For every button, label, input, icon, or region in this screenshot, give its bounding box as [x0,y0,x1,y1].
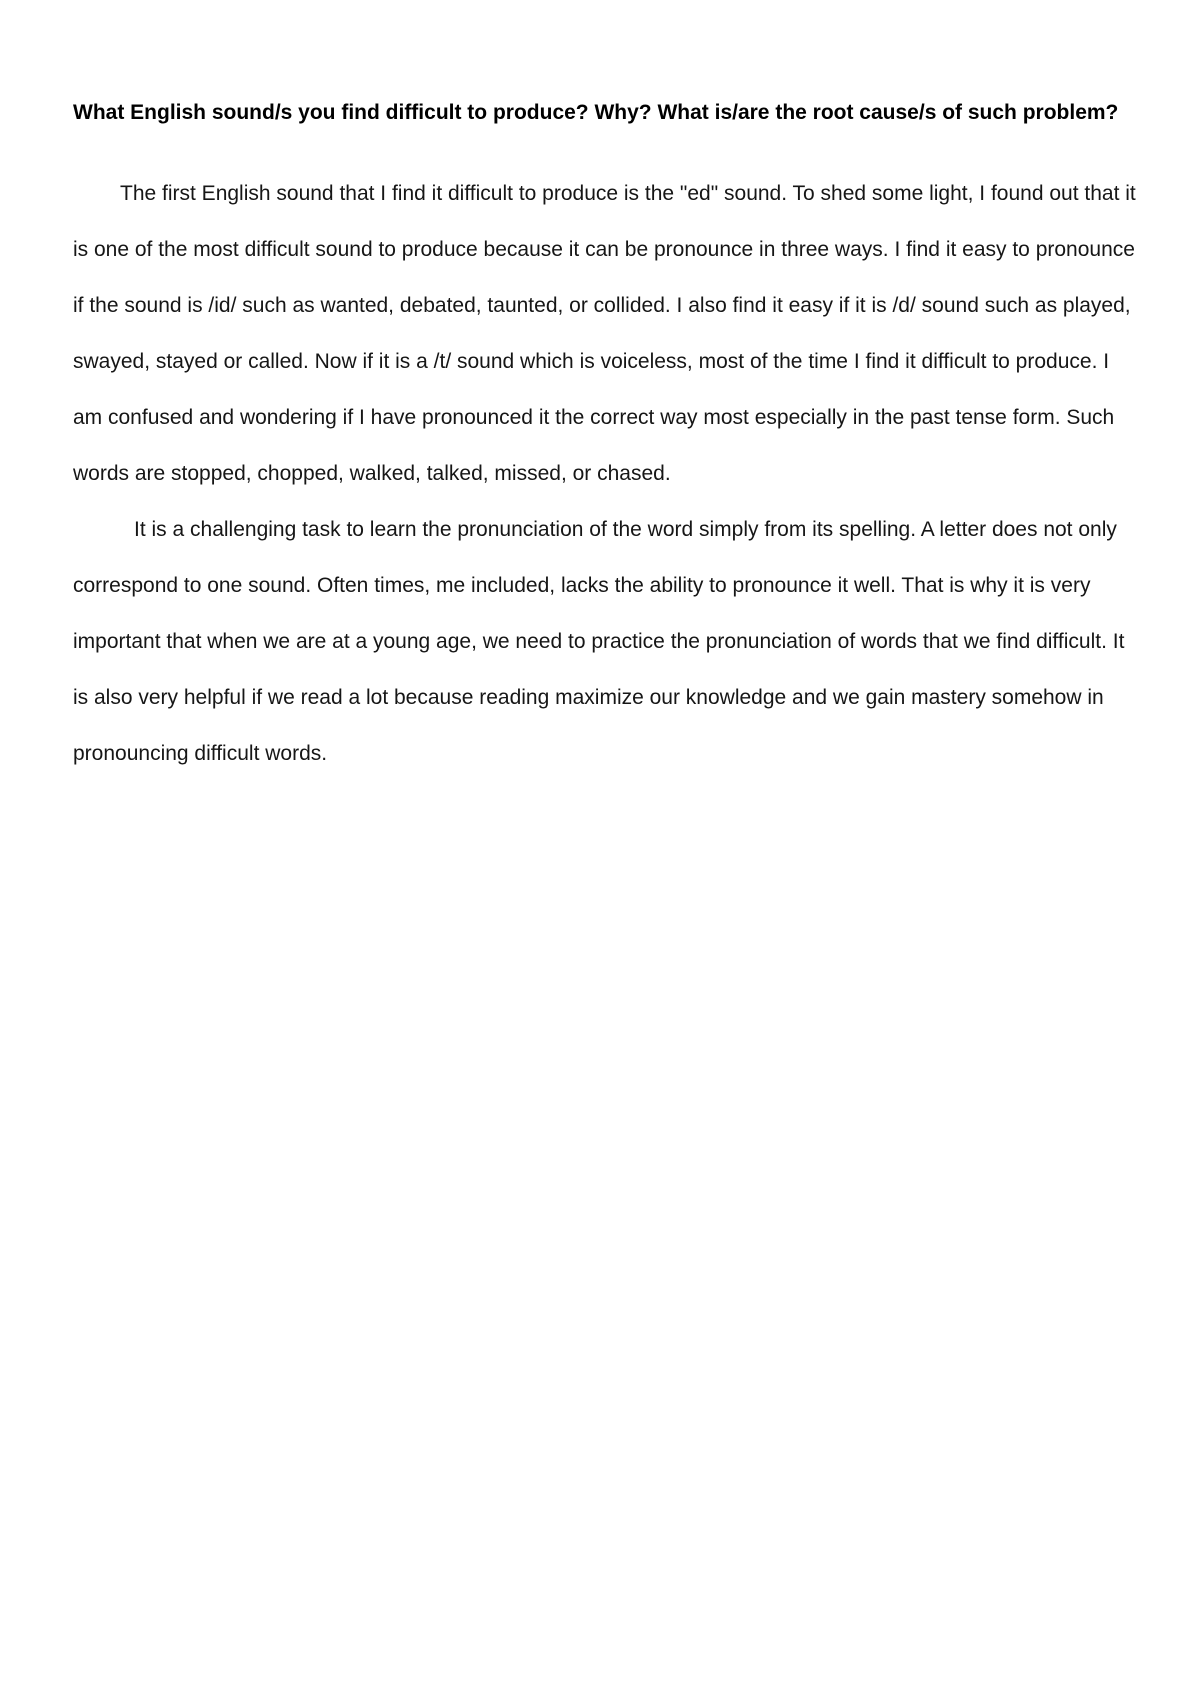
document-body [73,98,1143,782]
question-heading: What English sound/s you find difficult to produce? Why? What is/are the root cause/s of such problem? [73,101,1119,124]
paragraph-2: It is a challenging task to learn the pronunciation of the word simply from its spelling. A letter does not only correspond to one sound. Often times, me included, lacks the ability to pronounce it well. That is why it is very important that when we are at a young age, we need to practice the pronunciation of words that we find difficult. It is also very helpful if we read a lot because reading maximize our knowledge and we gain mastery somehow in pronouncing difficult words. [73,518,1125,765]
paragraph-1: The first English sound that I find it difficult to produce is the "ed" sound. To shed some light, I found out that it is one of the most difficult sound to produce because it can be pronounce in three ways. I find it easy to pronounce if the sound is /id/ such as wanted, debated, taunted, or collided. I also find it easy if it is /d/ sound such as played, swayed, stayed or called. Now if it is a /t/ sound which is voiceless, most of the time I find it difficult to produce. I am confused and wondering if I have pronounced it the correct way most especially in the past tense form. Such words are stopped, chopped, walked, talked, missed, or chased. [73,182,1136,485]
